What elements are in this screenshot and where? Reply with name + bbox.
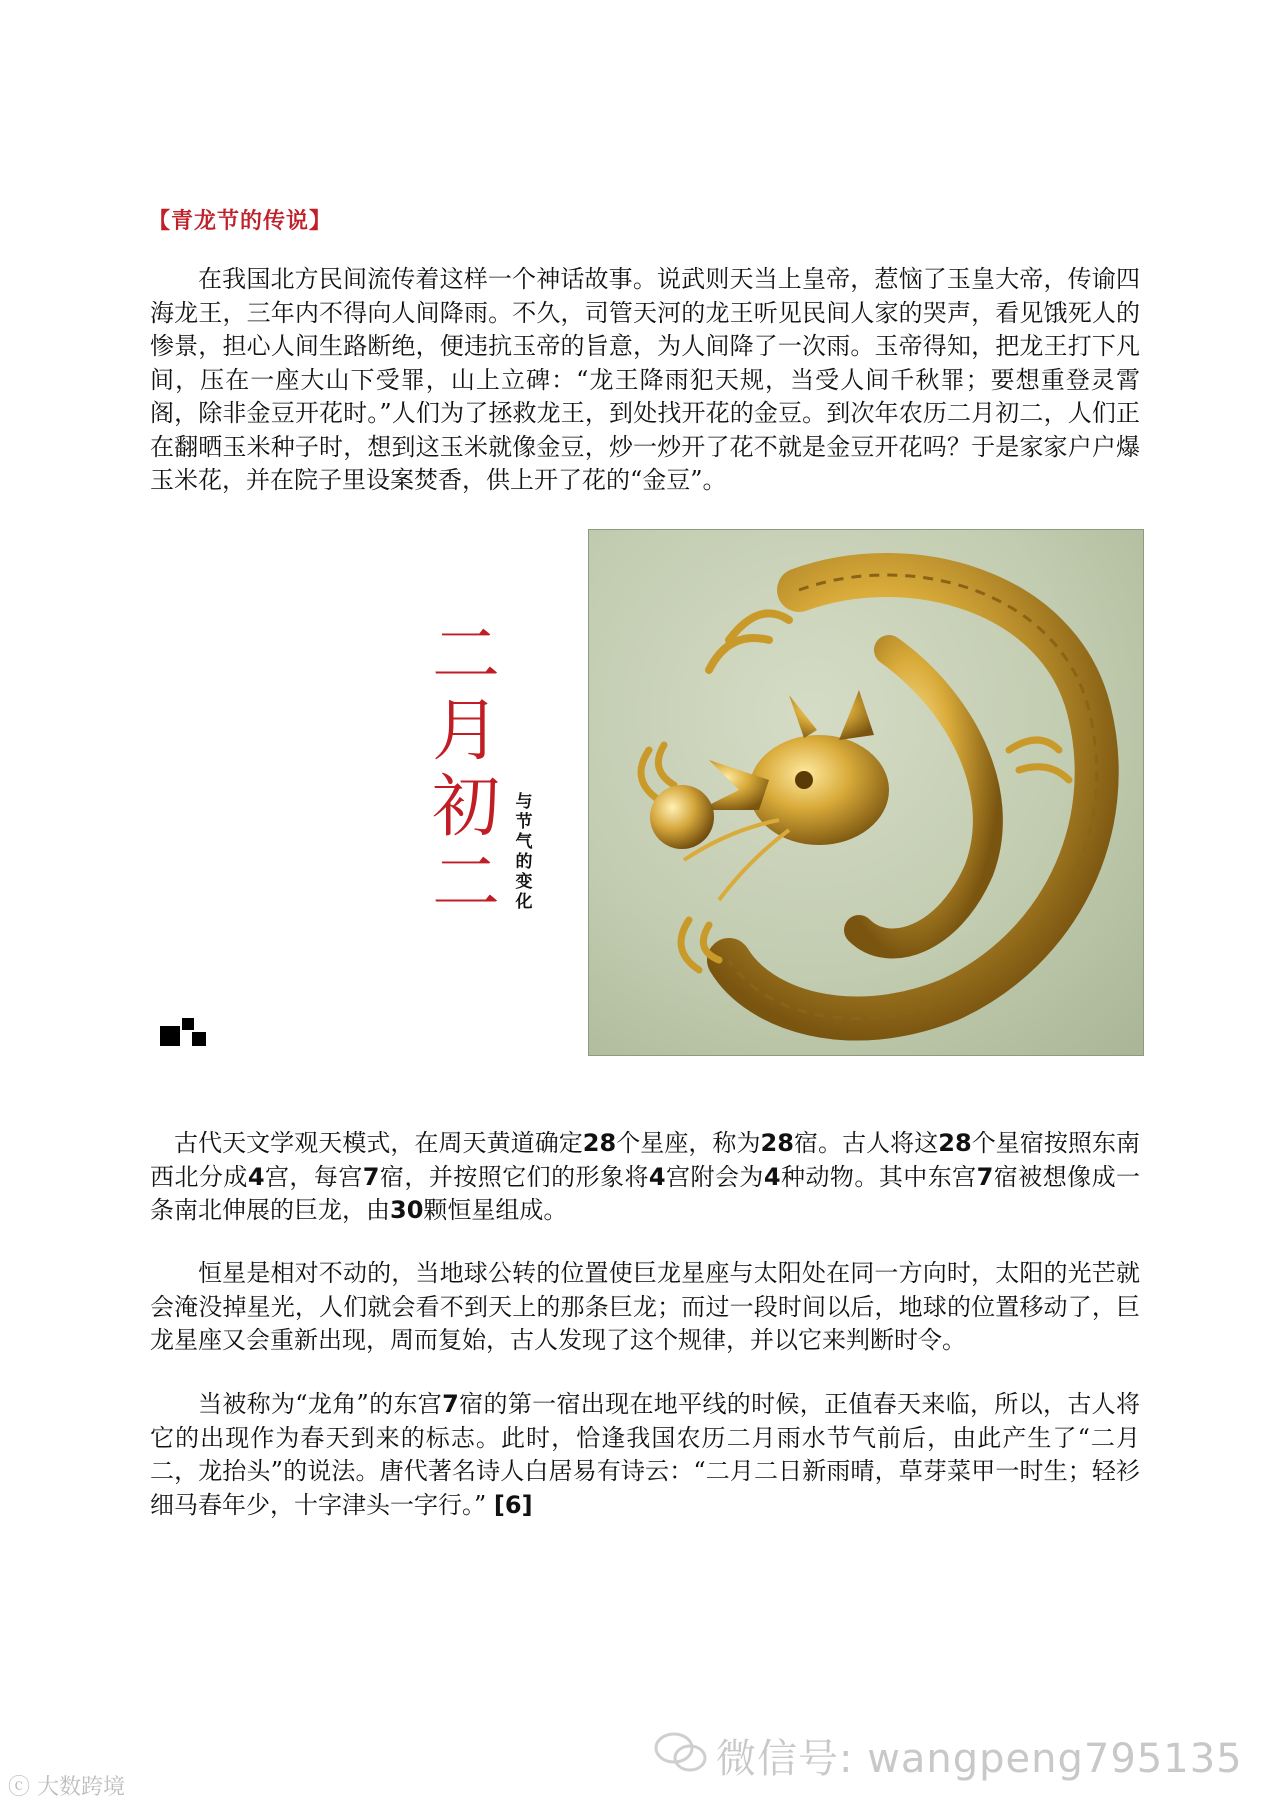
number: 4: [763, 1162, 781, 1191]
wechat-icon: [652, 1730, 712, 1776]
number: 4: [247, 1162, 265, 1191]
brand-logo-icon: ⓒ: [8, 1775, 37, 1800]
number: 7: [362, 1162, 380, 1191]
number: 7: [442, 1390, 459, 1418]
vertical-title: 二月初二: [431, 616, 500, 923]
text-segment: 当被称为“龙角”的东宫: [198, 1390, 443, 1418]
text-segment: 颗恒星组成。: [423, 1196, 568, 1224]
wechat-watermark: 微信号: wangpeng795135: [716, 1736, 1243, 1782]
text-segment: 宫，每宫: [264, 1162, 363, 1191]
text-segment: 个星宿按照东南西北分成: [150, 1129, 1140, 1191]
paragraph-astronomy: [150, 1127, 1140, 1228]
golden-dragon-icon: [589, 530, 1143, 1055]
brand-name: 大数跨境: [37, 1775, 126, 1800]
text-segment: 个星座，称为: [616, 1129, 761, 1157]
number: 28: [760, 1129, 794, 1157]
text-segment: 宿，并按照它们的形象将: [379, 1162, 649, 1191]
text-segment: 宿。古人将这: [793, 1129, 939, 1157]
number: 28: [938, 1129, 972, 1157]
number: 7: [976, 1162, 994, 1191]
citation-ref: [6]: [493, 1490, 533, 1519]
paragraph-legend: 在我国北方民间流传着这样一个神话故事。说武则天当上皇帝，惹恼了玉皇大帝，传谕四海龙王，三年内不得向人间降雨。不久，司管天河的龙王听见民间人家的哭声，看见饿死人的惨景，担心人间生路断绝，便违抗玉帝的旨意，为人间降了一次雨。玉帝得知，把龙王打下凡间，压在一座大山下受罪，山上立碑：“龙王降雨犯天规，当受人间千秋罪；要想重登灵霄阁，除非金豆开花时。”人们为了拯救龙王，到处找开花的金豆。到次年农历二月初二，人们正在翻晒玉米种子时，想到这玉米就像金豆，炒一炒开了花不就是金豆开花吗？于是家家户户爆玉米花，并在院子里设案焚香，供上开了花的“金豆”。: [150, 265, 1140, 494]
paragraph-dragon-horn: [150, 1388, 1140, 1522]
brand-watermark: [8, 1770, 125, 1801]
text-segment: 种动物。其中东宫: [780, 1162, 977, 1191]
text-segment: 宿被想像成一条南北伸展的巨龙，由: [150, 1162, 1141, 1224]
vertical-subtitle: 与节气的变化: [515, 792, 533, 912]
text-segment: 古代天文学观天模式，在周天黄道确定: [174, 1129, 583, 1157]
section-heading: 【青龙节的传说】: [148, 208, 333, 234]
number: 4: [648, 1162, 666, 1191]
text-segment: 宫附会为: [665, 1162, 764, 1191]
number: 30: [390, 1196, 424, 1224]
number: 28: [582, 1129, 617, 1157]
text-segment: 宿的第一宿出现在地平线的时候，正值春天来临，所以，古人将它的出现作为春天到来的标志。此时，恰逢我国农历二月雨水节气前后，由此产生了“二月二，龙抬头”的说法。唐代著名诗人白居易有诗云：“二月二日新雨晴，草芽菜甲一时生；轻衫细马春年少，十字津头一字行。”: [150, 1390, 1140, 1519]
paragraph-stars: 恒星是相对不动的，当地球公转的位置使巨龙星座与太阳处在同一方向时，太阳的光芒就会淹没掉星光，人们就会看不到天上的那条巨龙；而过一段时间以后，地球的位置移动了，巨龙星座又会重新出现，周而复始，古人发现了这个规律，并以它来判断时令。: [150, 1259, 1140, 1354]
dragon-image: [588, 529, 1144, 1056]
